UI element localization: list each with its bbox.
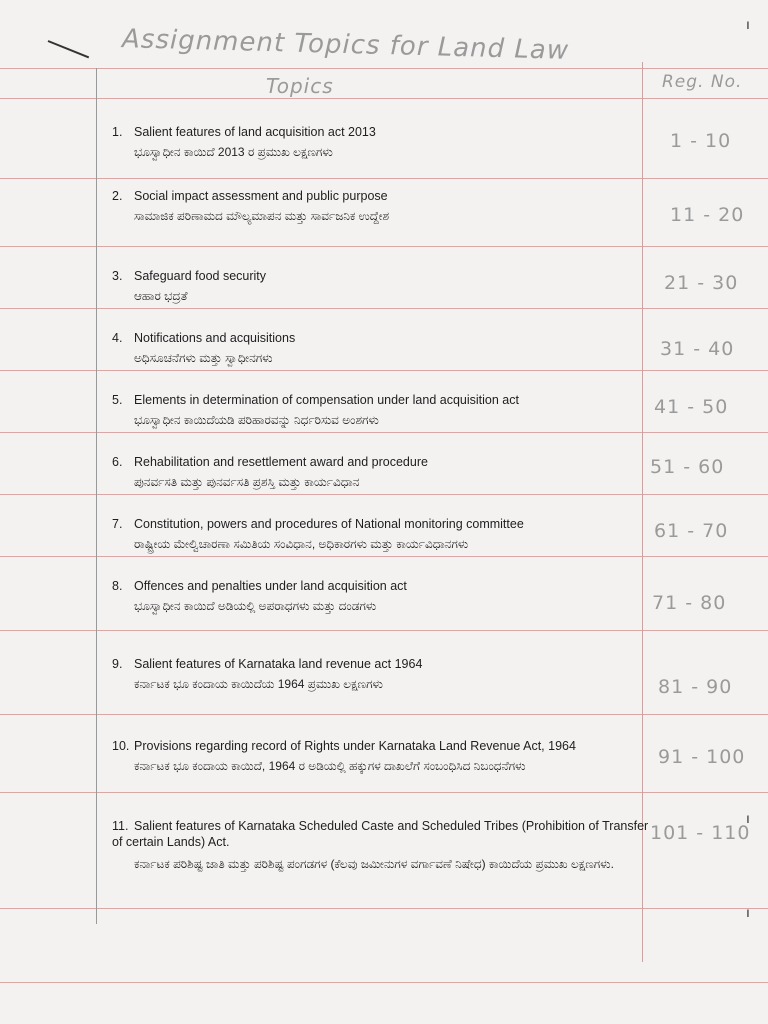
topic-item xyxy=(112,454,652,491)
topic-item xyxy=(112,818,652,875)
reg-range: 61 - 70 xyxy=(654,520,729,542)
stray-mark: ı xyxy=(746,904,750,920)
topic-english: Notifications and acquisitions xyxy=(134,331,296,345)
topic-kannada: ಭೂಸ್ವಾಧೀನ ಕಾಯಿದೆ 2013 ರ ಪ್ರಮುಖ ಲಕ್ಷಣಗಳು xyxy=(134,145,333,159)
ruled-line xyxy=(0,630,768,631)
reg-range: 31 - 40 xyxy=(660,338,735,360)
topic-english: Salient features of land acquisition act 2013 xyxy=(134,125,376,139)
topic-number: 11. xyxy=(112,819,129,833)
reg-range: 41 - 50 xyxy=(654,396,729,418)
reg-range: 71 - 80 xyxy=(652,592,727,614)
topic-number: 4. xyxy=(112,331,123,345)
ruled-line xyxy=(0,308,768,309)
topic-english: Salient features of Karnataka land revenue act 1964 xyxy=(134,657,423,671)
topic-english: Salient features of Karnataka Scheduled Caste and Scheduled Tribes (Prohibition of Transfer of certain Lands) Act. xyxy=(112,819,649,849)
stray-mark: ı xyxy=(746,16,750,32)
ruled-line xyxy=(0,68,768,69)
topic-item xyxy=(112,392,652,429)
topic-number: 3. xyxy=(112,269,123,283)
topic-english: Social impact assessment and public purpose xyxy=(134,189,388,203)
topic-item xyxy=(112,188,652,225)
topic-english: Offences and penalties under land acquisition act xyxy=(134,579,407,593)
topic-number: 8. xyxy=(112,579,123,593)
ruled-line xyxy=(0,714,768,715)
topic-number: 1. xyxy=(112,125,123,139)
topic-english: Constitution, powers and procedures of National monitoring committee xyxy=(134,517,524,531)
topic-number: 7. xyxy=(112,517,123,531)
reg-range: 51 - 60 xyxy=(650,456,725,478)
stray-mark: ı xyxy=(746,810,750,826)
topic-item xyxy=(112,124,652,161)
topic-number: 2. xyxy=(112,189,123,203)
reg-range: 91 - 100 xyxy=(658,746,746,768)
topic-number: 5. xyxy=(112,393,123,407)
topic-kannada: ಪುನರ್ವಸತಿ ಮತ್ತು ಪುನರ್ವಸತಿ ಪ್ರಶಸ್ತಿ ಮತ್ತು ಕಾರ್ಯವಿಧಾನ xyxy=(134,475,360,489)
topic-english: Rehabilitation and resettlement award and procedure xyxy=(134,455,428,469)
topic-item xyxy=(112,656,652,693)
topic-english: Elements in determination of compensation under land acquisition act xyxy=(134,393,519,407)
topic-kannada: ರಾಷ್ಟ್ರೀಯ ಮೇಲ್ವಿಚಾರಣಾ ಸಮಿತಿಯ ಸಂವಿಧಾನ, ಅಧಿಕಾರಗಳು ಮತ್ತು ಕಾರ್ಯವಿಧಾನಗಳು xyxy=(134,537,469,551)
reg-range: 81 - 90 xyxy=(658,676,733,698)
topic-number: 6. xyxy=(112,455,123,469)
ruled-line xyxy=(0,908,768,909)
topic-number: 9. xyxy=(112,657,123,671)
topic-kannada: ಅಧಿಸೂಚನೆಗಳು ಮತ್ತು ಸ್ವಾಧೀನಗಳು xyxy=(134,351,273,365)
topic-english: Provisions regarding record of Rights under Karnataka Land Revenue Act, 1964 xyxy=(134,739,576,753)
ruled-line xyxy=(0,792,768,793)
topic-kannada: ಭೂಸ್ವಾಧೀನ ಕಾಯಿದೆಯಡಿ ಪರಿಹಾರವನ್ನು ನಿರ್ಧರಿಸುವ ಅಂಶಗಳು xyxy=(134,413,379,427)
topic-item xyxy=(112,738,652,775)
topics-column-header: Topics xyxy=(266,74,334,98)
topic-kannada: ಸಾಮಾಜಿಕ ಪರಿಣಾಮದ ಮೌಲ್ಯಮಾಪನ ಮತ್ತು ಸಾರ್ವಜನಿಕ ಉದ್ದೇಶ xyxy=(134,209,390,223)
topic-item xyxy=(112,578,652,615)
ruled-line xyxy=(0,494,768,495)
topic-kannada: ಕರ್ನಾಟಕ ಭೂ ಕಂದಾಯ ಕಾಯಿದೆ, 1964 ರ ಅಡಿಯಲ್ಲಿ ಹಕ್ಕುಗಳ ದಾಖಲೆಗೆ ಸಂಬಂಧಿಸಿದ ನಿಬಂಧನೆಗಳು xyxy=(134,759,526,773)
topic-item xyxy=(112,516,652,553)
topic-item xyxy=(112,330,652,367)
topic-kannada: ಭೂಸ್ವಾಧೀನ ಕಾಯಿದೆ ಅಡಿಯಲ್ಲಿ ಅಪರಾಧಗಳು ಮತ್ತು ದಂಡಗಳು xyxy=(134,599,377,613)
reg-range: 11 - 20 xyxy=(670,204,745,226)
topic-number: 10. xyxy=(112,739,130,753)
topic-kannada: ಆಹಾರ ಭದ್ರತೆ xyxy=(134,289,188,303)
ruled-line xyxy=(0,98,768,99)
reg-range: 21 - 30 xyxy=(664,272,739,294)
page-title: Assignment Topics for Land Law xyxy=(121,24,570,66)
ruled-line xyxy=(0,556,768,557)
topic-item xyxy=(112,268,652,305)
ruled-line xyxy=(0,246,768,247)
reg-range: 1 - 10 xyxy=(670,130,732,152)
topic-kannada: ಕರ್ನಾಟಕ ಭೂ ಕಂದಾಯ ಕಾಯಿದೆಯ 1964 ಪ್ರಮುಖ ಲಕ್ಷಣಗಳು xyxy=(134,677,383,691)
ruled-line xyxy=(0,432,768,433)
ruled-line xyxy=(0,370,768,371)
ruled-line xyxy=(0,178,768,179)
topic-kannada: ಕರ್ನಾಟಕ ಪರಿಶಿಷ್ಟ ಜಾತಿ ಮತ್ತು ಪರಿಶಿಷ್ಟ ಪಂಗಡಗಳ (ಕೆಲವು ಜಮೀನುಗಳ ವರ್ಗಾವಣೆ ನಿಷೇಧ) ಕಾಯಿದೆಯ ಪ್ರಮುಖ ಲಕ್ಷಣಗಳು. xyxy=(134,857,614,871)
reg-range: 101 - 110 xyxy=(650,822,751,844)
header-dash-mark xyxy=(48,40,90,58)
ruled-line xyxy=(0,982,768,983)
left-margin-line xyxy=(96,68,97,924)
reg-no-column-header: Reg. No. xyxy=(662,72,743,92)
topic-english: Safeguard food security xyxy=(134,269,267,283)
